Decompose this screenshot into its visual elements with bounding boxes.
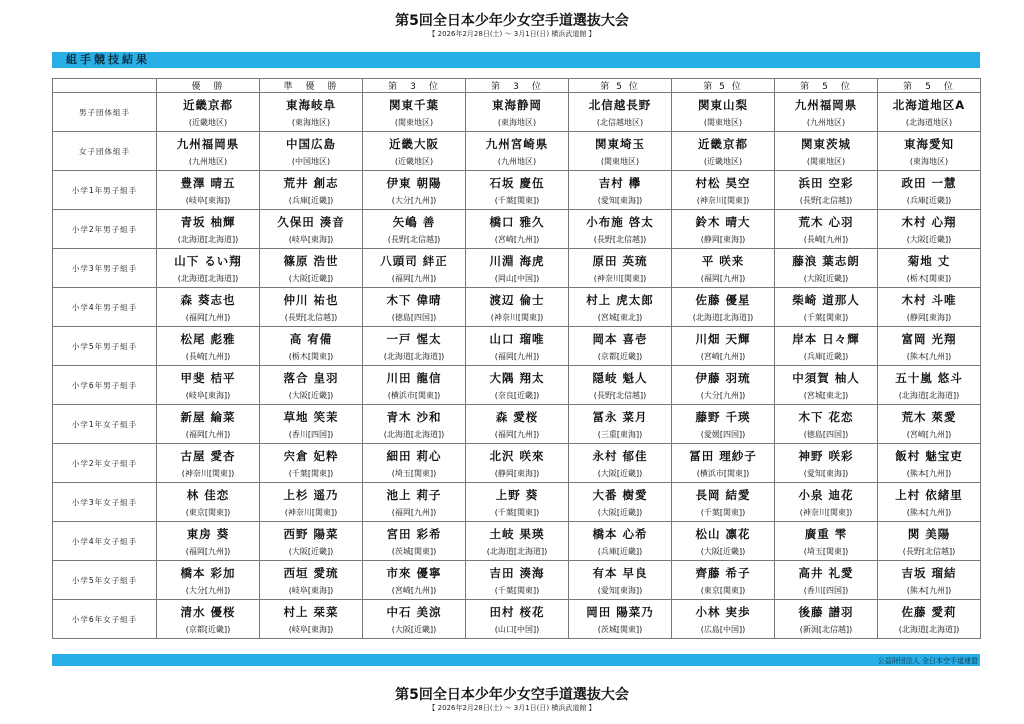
category-label: 小学4年女子組手 [53,522,157,561]
entrant-name: 上杉 遥乃 [260,483,363,508]
entrant-name: 中石 美涼 [363,600,466,625]
category-label: 男子団体組手 [53,93,157,132]
entrant-region: (東海地区) [466,117,569,132]
entrant-name: 近畿京都 [672,132,775,157]
entrant-region: (京都[近畿]) [157,624,260,639]
entrant-region: (近畿地区) [363,156,466,171]
entrant-region: (大阪[近畿]) [569,468,672,483]
entrant-region: (北海道[北海道]) [363,351,466,366]
entrant-region: (千葉[関東]) [672,507,775,522]
entrant-name: 東海愛知 [878,132,981,157]
footer-title: 第5回全日本少年少女空手道選抜大会 [395,687,629,703]
entrant-name: 岡本 喜壱 [569,327,672,352]
column-header-category [53,79,157,93]
entrant-region: (兵庫[近畿]) [569,546,672,561]
entrant-name: 鈴木 晴大 [672,210,775,235]
entrant-region: (福岡[九州]) [466,351,569,366]
entrant-name: 村上 栞菜 [260,600,363,625]
entrant-name: 石坂 慶伍 [466,171,569,196]
entrant-region: (神奈川[関東]) [569,273,672,288]
entrant-region: (北海道[北海道]) [157,234,260,249]
entrant-name: 田村 桜花 [466,600,569,625]
entrant-name: 林 佳恋 [157,483,260,508]
entrant-region: (近畿地区) [672,156,775,171]
entrant-name: 神野 咲彩 [775,444,878,469]
entrant-name: 五十嵐 悠斗 [878,366,981,391]
table-row [53,522,981,547]
entrant-name: 近畿大阪 [363,132,466,157]
entrant-region: (埼玉[関東]) [775,546,878,561]
footer-subtitle: 【 2026年2月28日(土) ～ 3月1日(日) 横浜武道館 】 [428,704,596,712]
entrant-name: 長岡 結愛 [672,483,775,508]
table-row-region [53,234,981,249]
entrant-name: 吉田 湊海 [466,561,569,586]
entrant-region: (岐阜[東海]) [157,390,260,405]
page-title: 第5回全日本少年少女空手道選抜大会 [395,13,629,29]
entrant-name: 中国広島 [260,132,363,157]
category-label: 小学6年男子組手 [53,366,157,405]
entrant-name: 近畿京都 [157,93,260,118]
entrant-region: (北海道地区) [878,117,981,132]
entrant-region: (京都[近畿]) [569,351,672,366]
entrant-name: 新屋 綸菜 [157,405,260,430]
entrant-region: (大分[九州]) [672,390,775,405]
table-row-region [53,429,981,444]
entrant-region: (千葉[関東]) [466,507,569,522]
entrant-region: (長崎[九州]) [775,234,878,249]
column-header-placement: 第 3 位 [363,79,466,93]
entrant-name: 木村 斗唯 [878,288,981,313]
entrant-region: (熊本[九州]) [878,351,981,366]
entrant-region: (岡山[中国]) [466,273,569,288]
entrant-name: 関東千葉 [363,93,466,118]
entrant-region: (三重[東海]) [569,429,672,444]
entrant-name: 渡辺 倫士 [466,288,569,313]
table-row [53,327,981,352]
category-label: 小学1年男子組手 [53,171,157,210]
entrant-name: 関 美陽 [878,522,981,547]
entrant-region: (福岡[九州]) [466,429,569,444]
category-label: 小学5年女子組手 [53,561,157,600]
entrant-name: 松尾 彪雅 [157,327,260,352]
entrant-name: 草地 笑茉 [260,405,363,430]
entrant-name: 仲川 祐也 [260,288,363,313]
entrant-region: (福岡[九州]) [157,312,260,327]
entrant-region: (大阪[近畿]) [672,546,775,561]
entrant-region: (岐阜[東海]) [157,195,260,210]
entrant-name: 森 愛桜 [466,405,569,430]
entrant-region: (徳島[四国]) [363,312,466,327]
entrant-region: (大阪[近畿]) [260,273,363,288]
entrant-name: 吉坂 瑠結 [878,561,981,586]
category-label: 小学3年男子組手 [53,249,157,288]
entrant-name: 原田 英琉 [569,249,672,274]
entrant-region: (千葉[関東]) [260,468,363,483]
table-row-region [53,117,981,132]
table-row-region [53,468,981,483]
entrant-name: 廣重 雫 [775,522,878,547]
section-banner [52,52,980,68]
entrant-region: (東海地区) [260,117,363,132]
entrant-name: 山口 瑠唯 [466,327,569,352]
table-row-region [53,351,981,366]
entrant-name: 荒木 心羽 [775,210,878,235]
entrant-name: 北信越長野 [569,93,672,118]
entrant-name: 佐藤 愛莉 [878,600,981,625]
entrant-name: 橋本 彩加 [157,561,260,586]
entrant-region: (奈良[近畿]) [466,390,569,405]
entrant-region: (兵庫[近畿]) [878,195,981,210]
entrant-name: 隠岐 魁人 [569,366,672,391]
table-row-region [53,546,981,561]
entrant-name: 西垣 愛琉 [260,561,363,586]
table-row [53,132,981,157]
entrant-region: (愛知[東海]) [569,585,672,600]
table-row [53,483,981,508]
table-row [53,366,981,391]
entrant-region: (長野[北信越]) [260,312,363,327]
entrant-region: (大分[九州]) [157,585,260,600]
header-row [53,79,981,93]
entrant-name: 西野 陽菜 [260,522,363,547]
entrant-region: (愛知[東海]) [569,195,672,210]
table-row [53,210,981,235]
entrant-name: 小林 実歩 [672,600,775,625]
entrant-region: (神奈川[関東]) [157,468,260,483]
entrant-name: 上村 依緒里 [878,483,981,508]
table-row-region [53,390,981,405]
entrant-region: (香川[四国]) [260,429,363,444]
entrant-region: (埼玉[関東]) [363,468,466,483]
entrant-region: (熊本[九州]) [878,585,981,600]
table-row [53,561,981,586]
column-header-placement: 第 5 位 [672,79,775,93]
entrant-region: (香川[四国]) [775,585,878,600]
entrant-name: 冨永 菜月 [569,405,672,430]
entrant-name: 富岡 光翔 [878,327,981,352]
entrant-region: (中国地区) [260,156,363,171]
entrant-name: 飯村 魅宝吏 [878,444,981,469]
entrant-region: (九州地区) [466,156,569,171]
entrant-name: 川田 龍信 [363,366,466,391]
entrant-region: (北海道[北海道]) [466,546,569,561]
entrant-name: 木下 花恋 [775,405,878,430]
entrant-name: 北海道地区A [878,93,981,118]
entrant-region: (大分[九州]) [363,195,466,210]
category-label: 小学1年女子組手 [53,405,157,444]
entrant-region: (神奈川[関東]) [672,195,775,210]
entrant-name: 佐藤 優星 [672,288,775,313]
entrant-region: (大阪[近畿]) [569,507,672,522]
entrant-name: 橋本 心希 [569,522,672,547]
entrant-name: 政田 一慧 [878,171,981,196]
category-label: 小学4年男子組手 [53,288,157,327]
table-row [53,93,981,118]
entrant-region: (徳島[四国]) [775,429,878,444]
table-row-region [53,273,981,288]
entrant-region: (近畿地区) [157,117,260,132]
entrant-region: (広島[中国]) [672,624,775,639]
entrant-region: (福岡[九州]) [157,546,260,561]
entrant-name: 清水 優桜 [157,600,260,625]
entrant-region: (北海道[北海道]) [672,312,775,327]
entrant-region: (福岡[九州]) [363,507,466,522]
entrant-name: 岸本 日々輝 [775,327,878,352]
organization-credit: 公益財団法人 全日本空手道連盟 [877,657,978,665]
entrant-name: 池上 莉子 [363,483,466,508]
entrant-region: (長野[北信越]) [569,234,672,249]
category-label: 小学3年女子組手 [53,483,157,522]
entrant-name: 宮田 彩希 [363,522,466,547]
entrant-name: 永村 郁佳 [569,444,672,469]
entrant-name: 豊澤 晴五 [157,171,260,196]
category-label: 小学6年女子組手 [53,600,157,639]
entrant-region: (福岡[九州]) [672,273,775,288]
entrant-region: (長野[北信越]) [569,390,672,405]
entrant-name: 橋口 雅久 [466,210,569,235]
entrant-region: (長野[北信越]) [363,234,466,249]
entrant-region: (関東地区) [569,156,672,171]
entrant-name: 伊藤 羽琉 [672,366,775,391]
column-header-placement: 第 5 位 [775,79,878,93]
entrant-region: (静岡[東海]) [672,234,775,249]
entrant-name: 篠原 浩世 [260,249,363,274]
entrant-name: 菊地 丈 [878,249,981,274]
table-row [53,600,981,625]
entrant-name: 古屋 愛杏 [157,444,260,469]
entrant-region: (宮崎[九州]) [878,429,981,444]
entrant-region: (宮崎[九州]) [466,234,569,249]
table-row [53,171,981,196]
entrant-name: 中須賀 柚人 [775,366,878,391]
entrant-region: (福岡[九州]) [157,429,260,444]
entrant-region: (東海地区) [878,156,981,171]
entrant-name: 青木 沙和 [363,405,466,430]
entrant-name: 川淵 海虎 [466,249,569,274]
entrant-region: (横浜市[関東]) [672,468,775,483]
entrant-region: (大阪[近畿]) [878,234,981,249]
entrant-region: (九州地区) [157,156,260,171]
entrant-name: 木下 偉晴 [363,288,466,313]
entrant-name: 有本 早良 [569,561,672,586]
entrant-name: 久保田 湊音 [260,210,363,235]
entrant-region: (千葉[関東]) [466,585,569,600]
table-row-region [53,507,981,522]
entrant-region: (長野[北信越]) [775,195,878,210]
entrant-region: (九州地区) [775,117,878,132]
entrant-name: 松山 凛花 [672,522,775,547]
entrant-name: 大番 樹愛 [569,483,672,508]
entrant-name: 市來 優寧 [363,561,466,586]
entrant-region: (新潟[北信越]) [775,624,878,639]
table-row-region [53,156,981,171]
entrant-name: 小布施 啓太 [569,210,672,235]
entrant-name: 荒井 創志 [260,171,363,196]
entrant-region: (東京[関東]) [672,585,775,600]
entrant-name: 藤野 千瑛 [672,405,775,430]
entrant-region: (千葉[関東]) [466,195,569,210]
entrant-region: (横浜市[関東]) [363,390,466,405]
entrant-name: 東海岐阜 [260,93,363,118]
entrant-name: 高 宥備 [260,327,363,352]
entrant-region: (宮崎[九州]) [672,351,775,366]
entrant-name: 関東茨城 [775,132,878,157]
entrant-region: (兵庫[近畿]) [260,195,363,210]
entrant-region: (大阪[近畿]) [260,546,363,561]
entrant-region: (宮城[東北]) [775,390,878,405]
entrant-region: (神奈川[関東]) [775,507,878,522]
entrant-name: 甲斐 桔平 [157,366,260,391]
entrant-name: 高井 礼愛 [775,561,878,586]
entrant-name: 村上 虎太郎 [569,288,672,313]
entrant-name: 小泉 迪花 [775,483,878,508]
entrant-name: 齊藤 希子 [672,561,775,586]
entrant-name: 村松 昊空 [672,171,775,196]
entrant-region: (熊本[九州]) [878,468,981,483]
table-row [53,288,981,313]
column-header-placement: 優 勝 [157,79,260,93]
entrant-name: 八頭司 絆正 [363,249,466,274]
entrant-name: 落合 皇羽 [260,366,363,391]
entrant-region: (千葉[関東]) [775,312,878,327]
entrant-name: 浜田 空彩 [775,171,878,196]
entrant-name: 冨田 理紗子 [672,444,775,469]
entrant-region: (大阪[近畿]) [775,273,878,288]
column-header-placement: 第 5 位 [569,79,672,93]
entrant-region: (茨城[関東]) [363,546,466,561]
table-row-region [53,312,981,327]
table-row-region [53,585,981,600]
entrant-region: (大阪[近畿]) [363,624,466,639]
category-label: 小学2年女子組手 [53,444,157,483]
entrant-name: 平 咲来 [672,249,775,274]
entrant-name: 荒木 萊愛 [878,405,981,430]
entrant-name: 木村 心翔 [878,210,981,235]
entrant-region: (神奈川[関東]) [466,312,569,327]
entrant-region: (関東地区) [363,117,466,132]
entrant-name: 上野 葵 [466,483,569,508]
entrant-name: 細田 莉心 [363,444,466,469]
entrant-name: 東海静岡 [466,93,569,118]
results-table [52,78,981,639]
entrant-name: 関東山梨 [672,93,775,118]
entrant-region: (宮城[東北]) [569,312,672,327]
entrant-name: 東房 葵 [157,522,260,547]
table-row [53,405,981,430]
entrant-region: (北海道[北海道]) [363,429,466,444]
section-label: 組手競技結果 [66,53,150,66]
entrant-region: (岐阜[東海]) [260,234,363,249]
entrant-name: 一戸 惺太 [363,327,466,352]
entrant-region: (宮崎[九州]) [363,585,466,600]
entrant-name: 矢嶋 善 [363,210,466,235]
page-subtitle: 【 2026年2月28日(土) ～ 3月1日(日) 横浜武道館 】 [428,30,596,38]
entrant-name: 関東埼玉 [569,132,672,157]
entrant-name: 青坂 柚輝 [157,210,260,235]
category-label: 女子団体組手 [53,132,157,171]
entrant-name: 九州宮崎県 [466,132,569,157]
entrant-region: (長崎[九州]) [157,351,260,366]
entrant-region: (長野[北信越]) [878,546,981,561]
entrant-name: 伊東 朝陽 [363,171,466,196]
entrant-name: 藤浪 葉志朗 [775,249,878,274]
entrant-region: (静岡[東海]) [466,468,569,483]
entrant-name: 宍倉 妃粋 [260,444,363,469]
footer-banner [52,654,980,666]
entrant-region: (愛媛[四国]) [672,429,775,444]
entrant-region: (愛知[東海]) [775,468,878,483]
entrant-region: (北信越地区) [569,117,672,132]
entrant-name: 後藤 譜羽 [775,600,878,625]
category-label: 小学5年男子組手 [53,327,157,366]
entrant-name: 川畑 天輝 [672,327,775,352]
entrant-name: 柴崎 道那人 [775,288,878,313]
entrant-region: (岐阜[東海]) [260,585,363,600]
table-row-region [53,624,981,639]
column-header-placement: 第 5 位 [878,79,981,93]
entrant-name: 土岐 果瑛 [466,522,569,547]
entrant-region: (熊本[九州]) [878,507,981,522]
entrant-region: (栃木[関東]) [260,351,363,366]
table-row-region [53,195,981,210]
entrant-region: (関東地区) [775,156,878,171]
entrant-region: (茨城[関東]) [569,624,672,639]
entrant-region: (北海道[北海道]) [878,624,981,639]
entrant-region: (大阪[近畿]) [260,390,363,405]
column-header-placement: 準 優 勝 [260,79,363,93]
category-label: 小学2年男子組手 [53,210,157,249]
column-header-placement: 第 3 位 [466,79,569,93]
entrant-name: 吉村 欅 [569,171,672,196]
entrant-region: (岐阜[東海]) [260,624,363,639]
entrant-name: 森 葵志也 [157,288,260,313]
entrant-region: (静岡[東海]) [878,312,981,327]
entrant-name: 九州福岡県 [157,132,260,157]
entrant-region: (神奈川[関東]) [260,507,363,522]
entrant-region: (栃木[関東]) [878,273,981,288]
entrant-region: (山口[中国]) [466,624,569,639]
entrant-region: (北海道[北海道]) [157,273,260,288]
entrant-region: (北海道[北海道]) [878,390,981,405]
entrant-name: 大隅 翔太 [466,366,569,391]
entrant-name: 北沢 咲來 [466,444,569,469]
entrant-region: (福岡[九州]) [363,273,466,288]
entrant-name: 山下 るい翔 [157,249,260,274]
entrant-region: (兵庫[近畿]) [775,351,878,366]
entrant-region: (関東地区) [672,117,775,132]
table-row [53,249,981,274]
entrant-name: 岡田 陽菜乃 [569,600,672,625]
table-row [53,444,981,469]
entrant-name: 九州福岡県 [775,93,878,118]
entrant-region: (東京[関東]) [157,507,260,522]
